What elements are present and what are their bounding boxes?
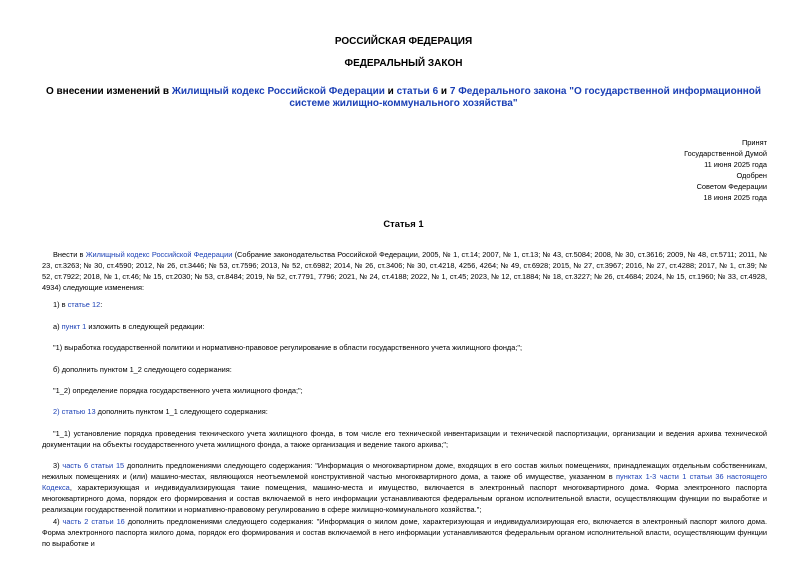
text: 3) (53, 461, 63, 470)
text: а) (53, 322, 62, 331)
text: дополнить пунктом 1_1 следующего содержания: (95, 407, 268, 416)
approved-date: 18 июня 2025 года (703, 193, 767, 202)
title-link-housing-code[interactable]: Жилищный кодекс Российской Федерации (171, 86, 385, 97)
title-link-article-6[interactable]: статьи 6 (396, 86, 439, 97)
approved-by: Советом Федерации (696, 182, 767, 191)
link-point-1[interactable]: пункт 1 (61, 322, 87, 331)
acceptance-block (567, 137, 767, 203)
paragraph-quote-1: "1) выработка государственной политики и нормативно-правовое регулирование в области государственного учета жилищного фонда;"; (53, 343, 523, 352)
link-housing-code[interactable]: Жилищный кодекс Российской Федерации (85, 250, 233, 259)
approved-label: Одобрен (736, 171, 767, 180)
text: Внести в (53, 250, 86, 259)
paragraph-quote-1-2: "1_2) определение порядка государственного учета жилищного фонда;"; (53, 386, 303, 395)
link-part-6-article-15[interactable]: часть 6 статьи 15 (62, 461, 125, 470)
paragraph-item-3 (42, 460, 767, 515)
accepted-by: Государственной Думой (684, 149, 767, 158)
text: 4) (53, 517, 63, 526)
text: (Собрание законодательства Российской Федерации, 2005, № 1, ст.14; 2007, № 1, ст.13; № 43, ст.5084; 2008, № 30, ст.3616; 2009, № 48, ст.5711; 2011, № 23, ст.3263; № 30, ст.4590; 2012, № 26, ст.3446; № 53, ст.7596; 2013, № 52, ст.6982; 2014, № 26, ст.3406; № 30, ст.4218, 4256, 4264; № 49, ст.6928; 2015, № 27, ст.3967; 2016, № 27, ст.4288; 2017, № 1, ст.39; № 52, ст.7922; 2018, № 1, ст.46; № 15, ст.2030; № 53, ст.8484; 2019, № 52, ст.7791, 7796; 2021, № 24, ст.4188; 2022, № 1, ст.45; 2023, № 12, ст.1884; № 18, ст.3227; № 26, ст.4684; 2024, № 15, ст.1960; № 33, ст.4928, 4934) следующие изменения: (42, 250, 767, 292)
paragraph-quote-1-1: "1_1) установление порядка проведения технического учета жилищного фонда, в том числе его технической инвентаризации и технической паспортизации, организации и ведения архива технической документации на объекты государственного учета жилищного фонда, а также организация и ведение такого архива;"; (42, 429, 767, 449)
text: 1) в (53, 300, 68, 309)
link-article-12[interactable]: статье 12 (67, 300, 101, 309)
paragraph-item-1 (53, 299, 767, 310)
text: , характеризующая и индивидуализирующая такие помещения, машино-места и имущество, включается в электронный паспорт многоквартирного дома. Форма электронного паспорта многоквартирного дома, порядок его формирования и состав включаемой в него информации устанавливаются федеральным органом исполнительной власти, осуществляющим функции по выработке и реализации государственной политики и нормативно-правовому регулированию в сфере жилищно-коммунального хозяйства."; (42, 483, 767, 514)
link-article-36[interactable]: пунктах 1-3 части 1 статьи 36 настоящего Кодекса (42, 472, 767, 492)
title-text-3: и (438, 86, 450, 97)
article-heading: Статья 1 (383, 218, 424, 229)
paragraph-intro (42, 249, 767, 293)
title-link-article-7[interactable]: 7 Федерального закона "О государственной информационной системе жилищно-коммунального хозяйства" (289, 86, 762, 109)
law-title (40, 86, 767, 110)
paragraph-item-4 (42, 516, 767, 548)
title-text-2: и (384, 86, 397, 97)
link-article-13[interactable]: 2) статью 13 (53, 407, 96, 416)
accepted-date: 11 июня 2025 года (704, 160, 767, 169)
text: изложить в следующей редакции: (86, 322, 205, 331)
text: : (100, 300, 103, 309)
title-text-1: О внесении изменений в (45, 86, 172, 97)
paragraph-item-a (53, 321, 767, 332)
paragraph-item-b: б) дополнить пунктом 1_2 следующего содержания: (53, 365, 232, 374)
text: дополнить предложениями следующего содержания: "Информация о жилом доме, характеризующая и индивидуализирующая его, включается в электронный паспорт жилого дома. Форма электронного паспорта жилого дома, порядок его формирования и состав включаемой в него информации устанавливаются федеральным органом исполнительной власти, осуществляющим функции по выработке и (42, 517, 767, 548)
paragraph-item-2 (53, 406, 767, 417)
accepted-label: Принят (741, 138, 767, 147)
link-part-2-article-16[interactable]: часть 2 статьи 16 (62, 517, 125, 526)
law-type-heading: ФЕДЕРАЛЬНЫЙ ЗАКОН (344, 58, 463, 69)
federation-heading: РОССИЙСКАЯ ФЕДЕРАЦИЯ (334, 36, 473, 47)
text: дополнить предложениями следующего содержания: "Информация о многоквартирном доме, входящих в его состав жилых помещениях, принадлежащих отдельным собственникам, нежилых помещениях и (или) машино-местах, являющихся неотъемлемой конструктивной частью многоквартирного дома, а также об имуществе, указанном в (42, 461, 768, 481)
